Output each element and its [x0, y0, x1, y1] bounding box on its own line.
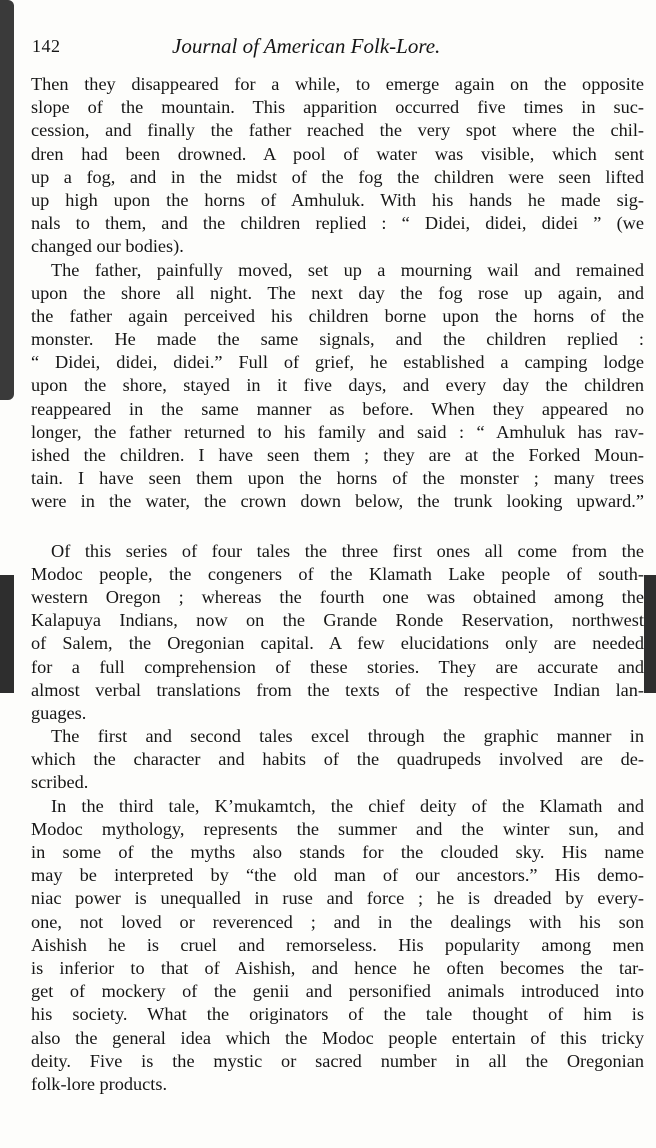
- text-line: Then they disappeared for a while, to emerge again on the opposite: [31, 74, 644, 94]
- text-line: the father again perceived his children borne upon the horns of the: [31, 305, 644, 326]
- page-number: 142: [32, 36, 61, 56]
- text-line: The father, painfully moved, set up a mourning wail and remained: [51, 259, 644, 280]
- text-line: Of this series of four tales the three first ones all come from the: [51, 540, 644, 561]
- paragraph-gap: [31, 514, 644, 540]
- text-line: tain. I have seen them upon the horns of the monster ; many trees: [31, 468, 644, 489]
- text-line: of Salem, the Oregonian capital. A few elucidations only are needed: [31, 633, 644, 654]
- text-line: up high upon the horns of Amhuluk. With his hands he made sig-: [31, 189, 644, 210]
- running-head: Journal of American Folk-Lore.: [172, 34, 441, 58]
- text-line: his society. What the originators of the tale thought of him is: [31, 1004, 644, 1025]
- text-line: nals to them, and the children replied : “ Didei, didei, didei ” (we: [31, 213, 644, 234]
- text-line: folk-lore products.: [31, 1073, 168, 1094]
- text-line: were in the water, the crown down below, the trunk looking upward.”: [31, 491, 644, 512]
- text-line: for a full comprehension of these stories. They are accurate and: [31, 656, 644, 677]
- text-line: niac power is unequalled in ruse and force ; he is dreaded by every-: [31, 888, 644, 909]
- text-line: also the general idea which the Modoc people entertain of this tricky: [31, 1027, 644, 1048]
- text-line: deity. Five is the mystic or sacred number in all the Oregonian: [31, 1050, 644, 1071]
- right-edge-shadow: [644, 575, 656, 693]
- text-line: changed our bodies).: [31, 236, 184, 257]
- text-line: monster. He made the same signals, and the children replied :: [31, 329, 644, 350]
- text-line: ished the children. I have seen them ; they are at the Forked Moun-: [31, 445, 644, 465]
- text-line: scribed.: [31, 772, 89, 793]
- text-line: slope of the mountain. This apparition occurred five times in suc-: [31, 97, 644, 118]
- text-line: Aishish he is cruel and remorseless. His popularity among men: [31, 934, 644, 955]
- text-line: western Oregon ; whereas the fourth one was obtained among the: [31, 586, 644, 607]
- text-line: almost verbal translations from the texts of the respective Indian lan-: [31, 679, 644, 700]
- text-line: which the character and habits of the quadrupeds involved are de-: [31, 749, 644, 770]
- text-line: may be interpreted by “the old man of our ancestors.” His demo-: [31, 865, 644, 886]
- text-line: In the third tale, K’mukamtch, the chief deity of the Klamath and: [51, 795, 644, 816]
- text-line: one, not loved or reverenced ; and in the dealings with his son: [31, 911, 644, 932]
- text-line: dren had been drowned. A pool of water was visible, which sent: [31, 143, 644, 164]
- text-line: cession, and finally the father reached the very spot where the chil-: [31, 120, 644, 141]
- text-line: upon the shore all night. The next day the fog rose up again, and: [31, 282, 644, 303]
- text-line: The first and second tales excel through the graphic manner in: [51, 726, 644, 747]
- text-line: Modoc mythology, represents the summer and the winter sun, and: [31, 818, 644, 839]
- text-line: is inferior to that of Aishish, and hence he often becomes the tar-: [31, 957, 644, 978]
- text-line: longer, the father returned to his family and said : “ Amhuluk has rav-: [31, 421, 644, 442]
- text-line: get of mockery of the genii and personified animals introduced into: [31, 981, 644, 1002]
- text-line: up a fog, and in the midst of the fog the children were seen lifted: [31, 166, 644, 187]
- left-edge-shadow-lower: [0, 575, 14, 693]
- body-text: [31, 73, 644, 1096]
- page-header: [32, 34, 642, 62]
- text-line: Kalapuya Indians, now on the Grande Ronde Reservation, northwest: [31, 610, 644, 631]
- left-edge-shadow: [0, 0, 14, 400]
- text-line: guages.: [31, 702, 87, 723]
- text-line: “ Didei, didei, didei.” Full of grief, he established a camping lodge: [31, 352, 644, 373]
- text-line: Modoc people, the congeners of the Klamath Lake people of south-: [31, 563, 644, 584]
- text-line: upon the shore, stayed in it five days, and every day the children: [31, 375, 644, 396]
- text-line: reappeared in the same manner as before. When they appeared no: [31, 398, 644, 419]
- text-line: in some of the myths also stands for the clouded sky. His name: [31, 842, 644, 862]
